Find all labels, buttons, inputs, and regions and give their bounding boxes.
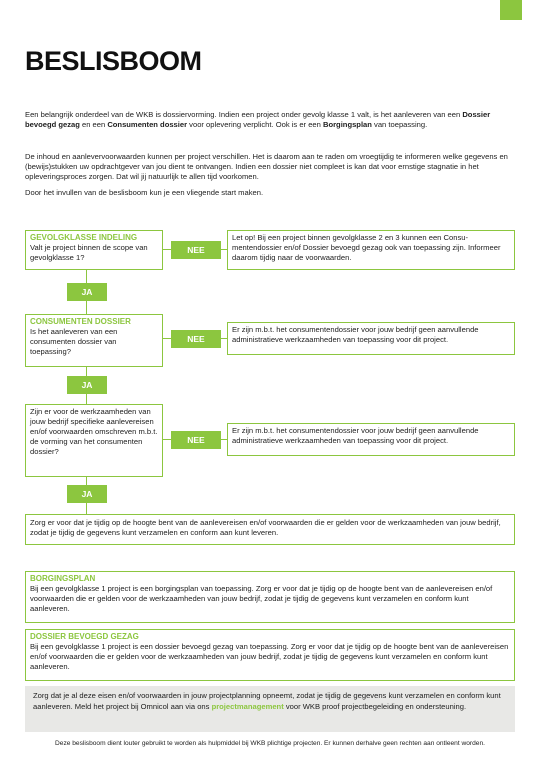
question-text: Valt je project binnen de scope van gevolgklasse 1? bbox=[30, 243, 148, 262]
question-text: Is het aanleveren van een consumenten dossier van toepassing? bbox=[30, 327, 118, 356]
intro-paragraph-2: De inhoud en aanlevervoorwaarden kunnen per project verschillen. Het is daarom aan te raden om vroegtijdig te informeren welke gegevens en (bewijs)stukken uw opdrachtgever van jou dient te ontvangen. Indien een dossier niet compleet is kan dat voor ernstige stagnatie in het opleveringsproces zorgen. Dat wil jij natuurlijk te allen tijd voorkomen. bbox=[25, 152, 508, 181]
projectmanagement-link[interactable]: projectmanagement bbox=[211, 702, 284, 711]
answer-no-gevolgklasse: Let op! Bij een project binnen gevolgklasse 2 en 3 kunnen een Consumentendossier en/of Dossier bevoegd gezag ook van toepassing zijn. Informeer daarom tijdig naar de voorwaarden. bbox=[227, 230, 515, 270]
disclaimer-footer: Deze beslisboom dient louter gebruikt te worden als hulpmiddel bij WKB plichtige projecten. Er kunnen derhalve geen rechten aan ontleent worden. bbox=[55, 740, 485, 747]
no-label-1: NEE bbox=[171, 241, 221, 259]
borgingsplan-section bbox=[25, 571, 515, 623]
section-heading: BORGINGSPLAN bbox=[30, 574, 96, 583]
question-gevolgklasse bbox=[25, 230, 163, 270]
section-heading: DOSSIER BEVOEGD GEZAG bbox=[30, 632, 139, 641]
question-aanlevereisen: Zijn er voor de werkzaamheden van jouw bedrijf specifieke aanlevereisen en/of voorwaarden omschreven m.b.t. de vorming van het consumenten dossier? bbox=[25, 404, 163, 477]
question-heading: GEVOLGKLASSE INDELING bbox=[30, 233, 138, 242]
final-instruction: Zorg er voor dat je tijdig op de hoogte bent van de aanlevereisen en/of voorwaarden die er gelden voor de werkzaamheden van jouw bedrijf, zodat je tijdig de gegevens kunt verzamelen en conform aan kunt leveren. bbox=[25, 514, 515, 545]
question-consumenten-dossier bbox=[25, 314, 163, 367]
section-text: Bij een gevolgklasse 1 project is een dossier bevoegd gezag van toepassing. Zorg er voor dat je tijdig op de hoogte bent van de aanlevereisen en/of voorwaarden die er gelden voor de werkzaamheden van jouw bedrijf, zodat je tijdig de gegevens kunt verzamelen en conform kunt aanleveren. bbox=[30, 642, 509, 671]
no-label-2: NEE bbox=[171, 330, 221, 348]
dossier-bevoegd-gezag-section bbox=[25, 629, 515, 681]
answer-no-aanlevereisen: Er zijn m.b.t. het consumentendossier voor jouw bedrijf geen aanvullende administratieve werkzaamheden van toepassing voor dit project. bbox=[227, 423, 515, 456]
intro-paragraph-1: Een belangrijk onderdeel van de WKB is dossiervorming. Indien een project onder gevolg klasse 1 valt, is het aanleveren van een Dossier bevoegd gezag en een Consumenten dossier voor oplevering verplicht. Ook is er een Borgingsplan van toepassing. bbox=[25, 110, 491, 129]
page-title: BESLISBOOM bbox=[25, 46, 202, 76]
top-accent-bar bbox=[500, 0, 522, 20]
yes-label-1: JA bbox=[67, 283, 107, 301]
closing-note: Zorg dat je al deze eisen en/of voorwaarden in jouw projectplanning opneemt, zodat je tijdig de gegevens kunt verzamelen en conform kunt aanleveren. Meld het project bij Omnicol aan via ons projectmanagement voor WKB proof projectbegeleiding en ondersteuning. bbox=[25, 686, 515, 732]
question-heading: CONSUMENTEN DOSSIER bbox=[30, 317, 131, 326]
intro-paragraph-3: Door het invullen van de beslisboom kun je een vliegende start maken. bbox=[25, 188, 264, 197]
no-label-3: NEE bbox=[171, 431, 221, 449]
answer-no-consumenten-dossier: Er zijn m.b.t. het consumentendossier voor jouw bedrijf geen aanvullende administratieve werkzaamheden van toepassing voor dit project. bbox=[227, 322, 515, 355]
yes-label-2: JA bbox=[67, 376, 107, 394]
yes-label-3: JA bbox=[67, 485, 107, 503]
section-text: Bij een gevolgklasse 1 project is een borgingsplan van toepassing. Zorg er voor dat je tijdig op de hoogte bent van de aanlevereisen en/of voorwaarden die er gelden voor de werkzaamheden van jouw bedrijf, zodat je tijdig de gegevens kunt verzamelen en conform kunt aanleveren. bbox=[30, 584, 493, 613]
